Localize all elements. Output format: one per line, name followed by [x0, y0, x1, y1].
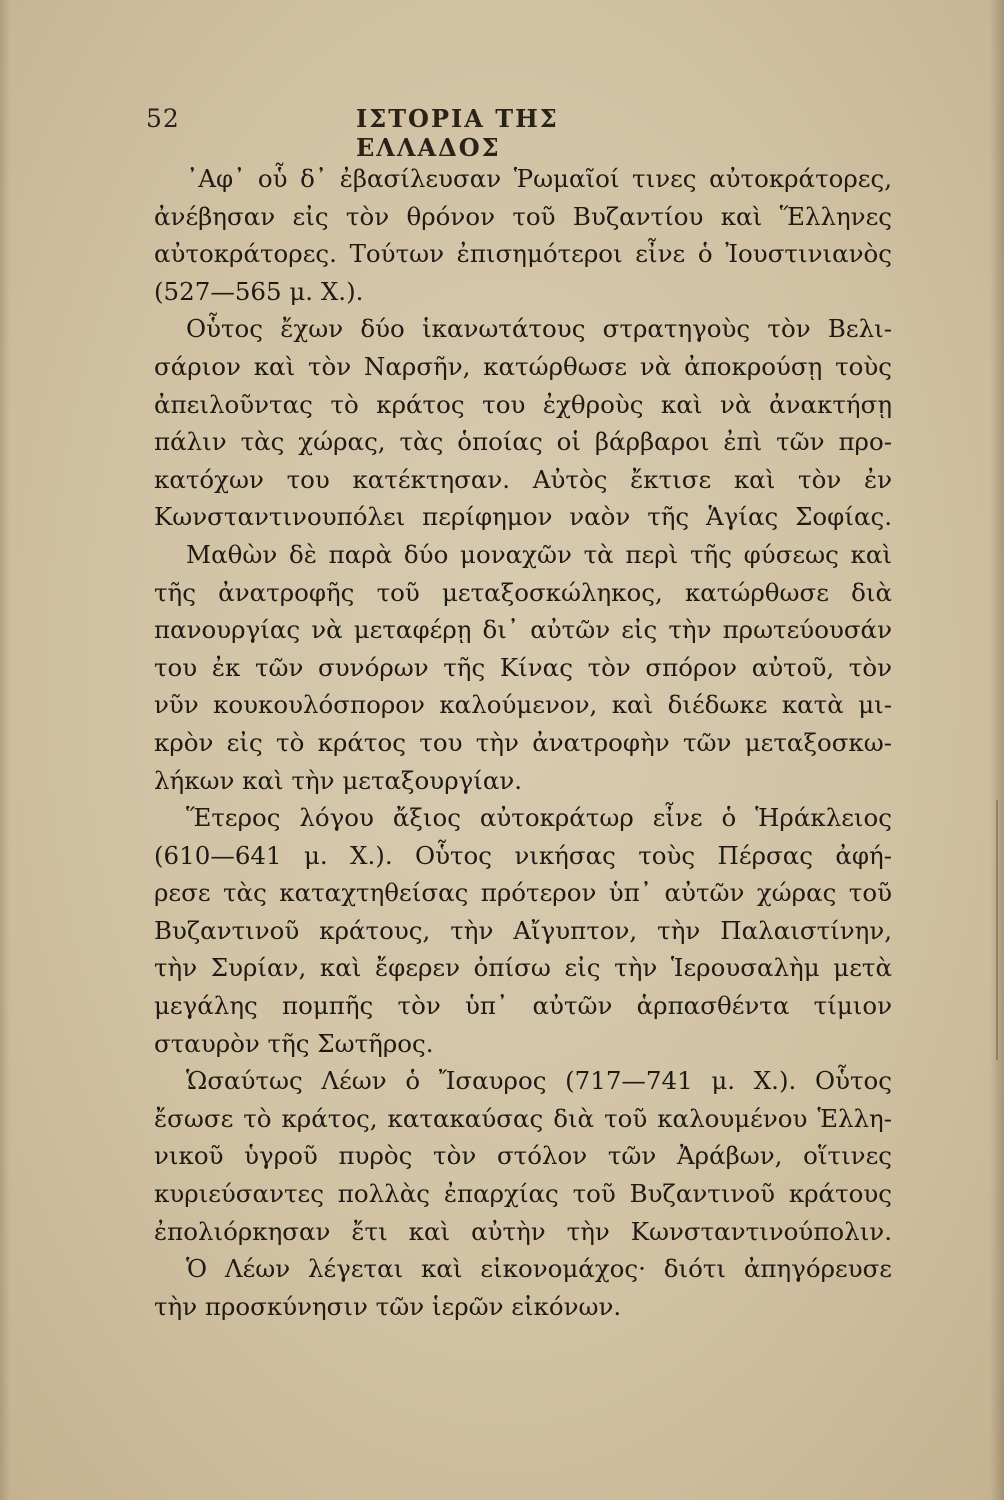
text-line: (527—565 μ. Χ.). [154, 276, 364, 306]
running-title: ΙΣΤΟΡΙΑ ΤΗΣ ΕΛΛΑΔΟΣ [356, 104, 559, 162]
text-line: Βυζαντινοῦ κράτους, τὴν Αἴγυπτον, τὴν Παλαιστίνην, [154, 915, 892, 945]
text-line: ἀνέβησαν εἰς τὸν θρόνον τοῦ Βυζαντίου καὶ Ἕλληνες [154, 201, 892, 231]
text-line: ἐπολιόρκησαν ἔτι καὶ αὐτὴν τὴν Κωνσταντινούπολιν. [154, 1216, 892, 1246]
page-edge-left [0, 0, 10, 1500]
text-line: τὴν Συρίαν, καὶ ἔφερεν ὀπίσω εἰς τὴν Ἱερουσαλὴμ μετὰ [154, 953, 892, 983]
text-line: σταυρὸν τῆς Σωτῆρος. [154, 1028, 434, 1058]
text-line: Κωνσταντινουπόλει περίφημον ναὸν τῆς Ἁγίας Σοφίας. [154, 502, 892, 532]
text-line: ᾿Αφ᾽ οὗ δ᾽ ἐβασίλευσαν Ῥωμαῖοί τινες αὐτοκράτορες, [186, 164, 892, 193]
text-line: ἔσωσε τὸ κράτος, κατακαύσας διὰ τοῦ καλουμένου Ἑλλη- [154, 1103, 892, 1133]
text-line: κατόχων του κατέκτησαν. Αὐτὸς ἔκτισε καὶ τὸν ἐν [154, 464, 892, 494]
text-line: νῦν κουκουλόσπορον καλούμενον, καὶ διέδωκε κατὰ μι- [154, 690, 892, 720]
text-line: μεγάλης πομπῆς τὸν ὑπ᾽ αὐτῶν ἁρπασθέντα τίμιον [154, 991, 892, 1021]
margin-mark [996, 800, 998, 1060]
text-line: ἀπειλοῦντας τὸ κράτος του ἐχθροὺς καὶ νὰ ἀνακτήσῃ [154, 389, 892, 419]
text-line: (610—641 μ. Χ.). Οὗτος νικήσας τοὺς Πέρσας ἀφή- [154, 840, 892, 870]
text-line: ρεσε τὰς καταχτηθείσας πρότερον ὑπ᾽ αὐτῶν χώρας τοῦ [154, 878, 892, 908]
text-line: αὐτοκράτορες. Τούτων ἐπισημότεροι εἶνε ὁ Ἰουστινιανὸς [154, 239, 892, 269]
text-line: πανουργίας νὰ μεταφέρῃ δι᾽ αὐτῶν εἰς τὴν πρωτεύουσάν [154, 615, 892, 645]
text-line: σάριον καὶ τὸν Ναρσῆν, κατώρθωσε νὰ ἀποκρούσῃ τοὺς [154, 351, 892, 381]
text-line: Μαθὼν δὲ παρὰ δύο μοναχῶν τὰ περὶ τῆς φύσεως καὶ [186, 539, 892, 569]
text-line: λήκων καὶ τὴν μεταξουργίαν. [154, 765, 523, 795]
page-header [146, 104, 692, 162]
text-line: Ὁ Λέων λέγεται καὶ εἰκονομάχος· διότι ἀπηγόρευσε [186, 1254, 892, 1284]
text-line: τὴν προσκύνησιν τῶν ἱερῶν εἰκόνων. [154, 1291, 622, 1321]
text-line: πάλιν τὰς χώρας, τὰς ὁποίας οἱ βάρβαροι ἐπὶ τῶν προ- [154, 427, 892, 457]
text-line: Ὡσαύτως Λέων ὁ Ἴσαυρος (717—741 μ. Χ.). Οὗτος [186, 1066, 892, 1096]
text-line: Οὗτος ἔχων δύο ἱκανωτάτους στρατηγοὺς τὸν Βελι- [186, 314, 892, 344]
body-text [154, 160, 892, 1325]
text-line: Ἕτερος λόγου ἄξιος αὐτοκράτωρ εἶνε ὁ Ἡράκλειος [186, 803, 892, 833]
text-line: του ἐκ τῶν συνόρων τῆς Κίνας τὸν σπόρον αὐτοῦ, τὸν [154, 652, 892, 682]
text-line: κυριεύσαντες πολλὰς ἐπαρχίας τοῦ Βυζαντινοῦ κράτους [154, 1179, 892, 1209]
text-line: νικοῦ ὑγροῦ πυρὸς τὸν στόλον τῶν Ἀράβων, οἵτινες [154, 1141, 892, 1171]
page-edge-right [990, 0, 1004, 1500]
page-number: 52 [146, 104, 180, 133]
text-line: κρὸν εἰς τὸ κράτος του τὴν ἀνατροφὴν τῶν μεταξοσκω- [154, 727, 892, 757]
text-line: τῆς ἀνατροφῆς τοῦ μεταξοσκώληκος, κατώρθωσε διὰ [154, 577, 892, 607]
